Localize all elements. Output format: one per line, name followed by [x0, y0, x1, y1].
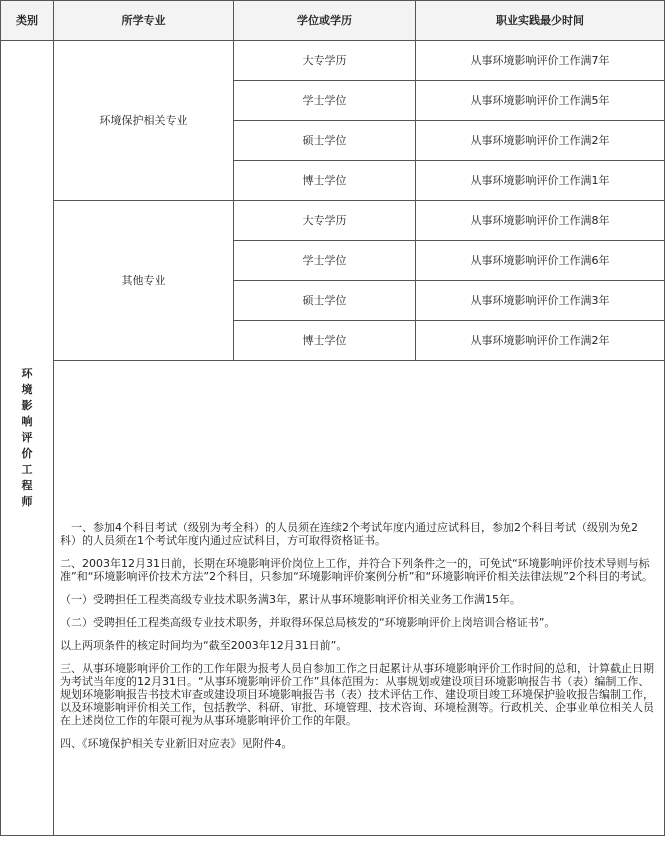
practice-time-cell: 从事环境影响评价工作满8年 — [416, 201, 665, 241]
category-char: 评 — [21, 431, 33, 444]
degree-cell: 硕士学位 — [234, 121, 416, 161]
header-major: 所学专业 — [54, 1, 234, 41]
category-char: 程 — [21, 479, 33, 492]
note-paragraph: 一、参加4个科目考试（级别为考全科）的人员须在连续2个考试年度内通过应试科目，参加2个科目考试（级别为免2科）的人员须在1个考试年度内通过应试科目，方可取得资格证书。 — [60, 520, 638, 547]
notes-row — [1, 361, 665, 836]
practice-time-cell: 从事环境影响评价工作满7年 — [416, 41, 665, 81]
header-category: 类别 — [1, 1, 54, 41]
table-row — [1, 41, 665, 81]
degree-cell: 博士学位 — [234, 161, 416, 201]
major-cell: 其他专业 — [54, 201, 234, 361]
category-char: 境 — [21, 383, 33, 396]
note-paragraph: 四、《环境保护相关专业新旧对应表》见附件4。 — [60, 736, 293, 750]
notes-content — [58, 437, 660, 750]
practice-time-cell: 从事环境影响评价工作满2年 — [416, 121, 665, 161]
practice-time-cell: 从事环境影响评价工作满2年 — [416, 321, 665, 361]
degree-cell: 大专学历 — [234, 41, 416, 81]
degree-cell: 学士学位 — [234, 241, 416, 281]
category-char: 价 — [21, 447, 33, 460]
header-degree: 学位或学历 — [234, 1, 416, 41]
note-paragraph: 二、2003年12月31日前，长期在环境影响评价岗位上工作，并符合下列条件之一的，可免试“环境影响评价技术导则与标准”和“环境影响评价技术方法”2个科目，只参加“环境影响评价案例分析”和“环境影响评价相关法律法规”2个科目的考试。 — [60, 556, 653, 583]
degree-cell: 学士学位 — [234, 81, 416, 121]
header-practice-time: 职业实践最少时间 — [416, 1, 665, 41]
category-char: 师 — [21, 495, 33, 508]
degree-cell: 硕士学位 — [234, 281, 416, 321]
note-paragraph: （二）受聘担任工程类高级专业技术职务，并取得环保总局核发的“环境影响评价上岗培训合格证书”。 — [60, 615, 556, 629]
practice-time-cell: 从事环境影响评价工作满6年 — [416, 241, 665, 281]
header-row — [1, 1, 665, 41]
notes-cell — [54, 361, 665, 836]
table-row — [1, 201, 665, 241]
category-char: 响 — [21, 415, 33, 428]
category-cell — [1, 41, 54, 836]
category-char: 工 — [21, 463, 33, 476]
practice-time-cell: 从事环境影响评价工作满3年 — [416, 281, 665, 321]
degree-cell: 博士学位 — [234, 321, 416, 361]
practice-time-cell: 从事环境影响评价工作满5年 — [416, 81, 665, 121]
note-paragraph: 以上两项条件的核定时间均为“截至2003年12月31日前”。 — [60, 638, 348, 652]
category-char: 影 — [21, 399, 33, 412]
degree-cell: 大专学历 — [234, 201, 416, 241]
category-char: 环 — [21, 367, 33, 380]
note-paragraph: 三、从事环境影响评价工作的工作年限为报考人员自参加工作之日起累计从事环境影响评价工作时间的总和，计算截止日期为考试当年度的12月31日。“从事环境影响评价工作”具体范围为：从事规划或建设项目环境影响报告书（表）编制工作、规划环境影响报告书技术审查或建设项目环境影响报告书（表）技术评估工作、建设项目竣工环境保护验收报告编制工作，以及环境影响评价相关工作，包括教学、科研、审批、环境管理、技术咨询、环境检测等。行政机关、企事业单位相关人员在上述岗位工作的年限可视为从事环境影响评价工作的年限。 — [60, 661, 654, 727]
practice-time-cell: 从事环境影响评价工作满1年 — [416, 161, 665, 201]
note-paragraph: （一）受聘担任工程类高级专业技术职务满3年，累计从事环境影响评价相关业务工作满15年。 — [60, 592, 521, 606]
major-cell: 环境保护相关专业 — [54, 41, 234, 201]
